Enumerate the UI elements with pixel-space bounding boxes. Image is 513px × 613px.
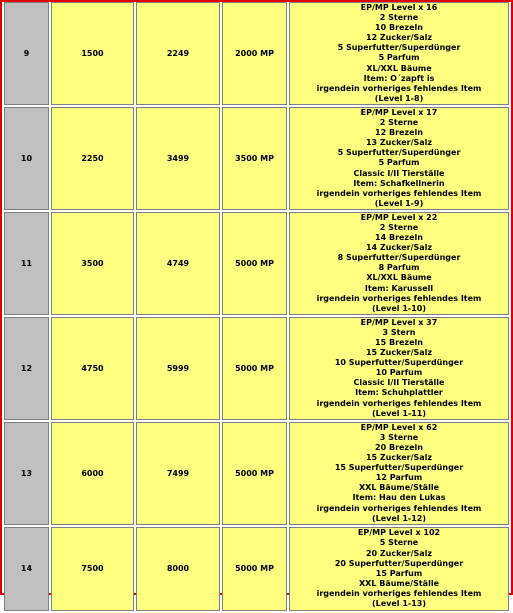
- reward-line: Item: Hau den Lukas: [352, 493, 446, 503]
- reward-line: EP/MP Level x 17: [360, 107, 438, 117]
- reward-line: (Level 1-11): [371, 408, 427, 418]
- rewards-cell: [289, 2, 509, 105]
- ep-from-cell: 3500: [51, 212, 134, 315]
- reward-line: EP/MP Level x 37: [360, 317, 438, 327]
- reward-line: 14 Zucker/Salz: [365, 243, 433, 253]
- reward-line: 3 Stern: [382, 327, 416, 337]
- reward-line: irgendein vorheriges fehlendes Item: [316, 398, 482, 408]
- reward-line: XXL Bäume/Ställe: [359, 578, 439, 588]
- reward-line: (Level 1-8): [374, 93, 424, 103]
- ep-to-cell: 7499: [136, 422, 220, 525]
- rewards-cell: [289, 422, 509, 525]
- reward-line: 15 Zucker/Salz: [365, 453, 433, 463]
- table-row: [4, 527, 509, 611]
- ep-from-cell: 7500: [51, 527, 134, 611]
- ep-to-cell: 5999: [136, 317, 220, 420]
- reward-line: 5 Sterne: [379, 538, 419, 548]
- reward-line: irgendein vorheriges fehlendes Item: [316, 503, 482, 513]
- reward-line: 14 Brezeln: [375, 233, 423, 243]
- reward-line: 8 Parfum: [378, 263, 420, 273]
- ep-from-cell: 4750: [51, 317, 134, 420]
- reward-line: 20 Zucker/Salz: [365, 548, 433, 558]
- ep-from-cell: 6000: [51, 422, 134, 525]
- level-cell: 13: [4, 422, 49, 525]
- reward-line: Classic I/II Tierställe: [353, 168, 445, 178]
- mp-cell: 5000 MP: [222, 527, 287, 611]
- reward-line: irgendein vorheriges fehlendes Item: [316, 293, 482, 303]
- reward-line: 12 Brezeln: [375, 128, 423, 138]
- reward-line: irgendein vorheriges fehlendes Item: [316, 83, 482, 93]
- reward-line: XXL Bäume/Ställe: [359, 483, 439, 493]
- reward-line: 15 Parfum: [375, 568, 423, 578]
- reward-line: (Level 1-10): [371, 303, 427, 313]
- level-cell: 10: [4, 107, 49, 210]
- reward-line: XL/XXL Bäume: [366, 273, 432, 283]
- reward-line: irgendein vorheriges fehlendes Item: [316, 588, 482, 598]
- reward-line: 5 Parfum: [378, 53, 420, 63]
- reward-line: Item: O´zapft is: [363, 73, 435, 83]
- mp-cell: 3500 MP: [222, 107, 287, 210]
- mp-cell: 2000 MP: [222, 2, 287, 105]
- level-rewards-table: [2, 0, 511, 613]
- mp-cell: 5000 MP: [222, 317, 287, 420]
- reward-line: 20 Brezeln: [375, 442, 423, 452]
- reward-line: EP/MP Level x 62: [360, 422, 438, 432]
- rewards-cell: [289, 527, 509, 611]
- reward-line: 20 Superfutter/Superdünger: [334, 558, 464, 568]
- mp-cell: 5000 MP: [222, 212, 287, 315]
- reward-line: 2 Sterne: [379, 118, 419, 128]
- reward-line: 15 Zucker/Salz: [365, 348, 433, 358]
- reward-line: Item: Schafkellnerin: [353, 178, 445, 188]
- reward-line: 8 Superfutter/Superdünger: [337, 253, 461, 263]
- table-row: [4, 317, 509, 420]
- ep-from-cell: 2250: [51, 107, 134, 210]
- reward-line: XL/XXL Bäume: [366, 63, 432, 73]
- level-cell: 9: [4, 2, 49, 105]
- reward-line: Item: Karussell: [364, 283, 434, 293]
- reward-line: (Level 1-13): [371, 598, 427, 608]
- ep-from-cell: 1500: [51, 2, 134, 105]
- table-body: [4, 2, 509, 611]
- reward-line: 12 Zucker/Salz: [365, 33, 433, 43]
- ep-to-cell: 2249: [136, 2, 220, 105]
- reward-line: 3 Sterne: [379, 432, 419, 442]
- level-cell: 14: [4, 527, 49, 611]
- reward-line: 15 Superfutter/Superdünger: [334, 463, 464, 473]
- reward-line: 10 Brezeln: [375, 23, 423, 33]
- reward-line: EP/MP Level x 102: [357, 528, 441, 538]
- reward-line: 12 Parfum: [375, 473, 423, 483]
- reward-line: 5 Parfum: [378, 158, 420, 168]
- reward-line: 2 Sterne: [379, 13, 419, 23]
- reward-line: 5 Superfutter/Superdünger: [337, 148, 461, 158]
- reward-line: 5 Superfutter/Superdünger: [337, 43, 461, 53]
- table-row: [4, 2, 509, 105]
- rewards-cell: [289, 107, 509, 210]
- level-cell: 12: [4, 317, 49, 420]
- reward-line: 10 Parfum: [375, 368, 423, 378]
- reward-line: Classic I/II Tierställe: [353, 378, 445, 388]
- reward-line: (Level 1-9): [374, 198, 424, 208]
- reward-line: 15 Brezeln: [375, 338, 423, 347]
- rewards-cell: [289, 317, 509, 420]
- reward-line: 2 Sterne: [379, 222, 419, 232]
- reward-line: EP/MP Level x 16: [360, 3, 438, 12]
- reward-line: irgendein vorheriges fehlendes Item: [316, 188, 482, 198]
- mp-cell: 5000 MP: [222, 422, 287, 525]
- reward-line: Item: Schuhplattler: [355, 388, 443, 398]
- ep-to-cell: 3499: [136, 107, 220, 210]
- ep-to-cell: 4749: [136, 212, 220, 315]
- rewards-cell: [289, 212, 509, 315]
- ep-to-cell: 8000: [136, 527, 220, 611]
- table-row: [4, 212, 509, 315]
- level-cell: 11: [4, 212, 49, 315]
- reward-line: EP/MP Level x 22: [360, 212, 438, 222]
- reward-line: 10 Superfutter/Superdünger: [334, 358, 464, 368]
- reward-line: 13 Zucker/Salz: [365, 138, 433, 148]
- table-row: [4, 107, 509, 210]
- reward-line: (Level 1-12): [371, 513, 427, 523]
- table-row: [4, 422, 509, 525]
